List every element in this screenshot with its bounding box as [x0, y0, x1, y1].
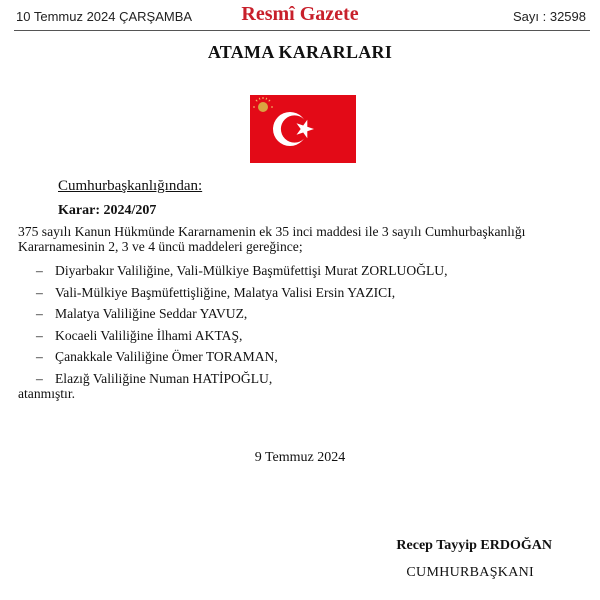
- dash-bullet: –: [36, 370, 43, 386]
- signer-name: Recep Tayyip ERDOĞAN: [396, 538, 552, 553]
- appointment-text: Elazığ Valiliğine Numan HATİPOĞLU,: [55, 370, 273, 386]
- closing-word: atanmıştır.: [18, 386, 76, 401]
- dash-bullet: –: [36, 306, 43, 322]
- list-item: [36, 305, 576, 327]
- list-item: [36, 284, 576, 306]
- appointment-text: Vali-Mülkiye Başmüfettişliğine, Malatya Valisi Ersin YAZICI,: [55, 284, 396, 300]
- appointment-text: Çanakkale Valiliğine Ömer TORAMAN,: [55, 349, 278, 365]
- gazette-header: [0, 0, 600, 32]
- signer-title: CUMHURBAŞKANI: [406, 565, 534, 580]
- issuer-heading: Cumhurbaşkanlığından:: [58, 178, 203, 194]
- dash-bullet: –: [36, 263, 43, 278]
- gazette-title: Resmî Gazete: [241, 3, 359, 25]
- list-item: [36, 262, 576, 284]
- appointment-text: Diyarbakır Valiliğine, Vali-Mülkiye Başmüfettişi Murat ZORLUOĞLU,: [55, 263, 448, 278]
- header-divider: [14, 30, 590, 31]
- header-date: 10 Temmuz 2024 ÇARŞAMBA: [16, 9, 193, 24]
- appointment-text: Malatya Valiliğine Seddar YAVUZ,: [55, 306, 248, 322]
- decision-number: Karar: 2024/207: [58, 203, 157, 218]
- turkish-flag-icon: [250, 95, 356, 163]
- list-item: [36, 348, 576, 370]
- dash-bullet: –: [36, 284, 43, 300]
- appointment-list: [36, 262, 576, 392]
- issue-number: Sayı : 32598: [513, 9, 586, 24]
- section-title: ATAMA KARARLARI: [207, 42, 393, 62]
- intro-paragraph: 375 sayılı Kanun Hükmünde Kararnamenin ek 35 inci maddesi ile 3 sayılı Cumhurbaşkanlığı Kararnamesinin 2, 3 ve 4 üncü maddeleri gereğince;: [18, 224, 526, 254]
- dash-bullet: –: [36, 327, 43, 343]
- list-item: [36, 327, 576, 349]
- decision-date: 9 Temmuz 2024: [254, 450, 346, 465]
- dash-bullet: –: [36, 349, 43, 365]
- list-item: [36, 370, 576, 392]
- appointment-text: Kocaeli Valiliğine İlhami AKTAŞ,: [55, 327, 243, 343]
